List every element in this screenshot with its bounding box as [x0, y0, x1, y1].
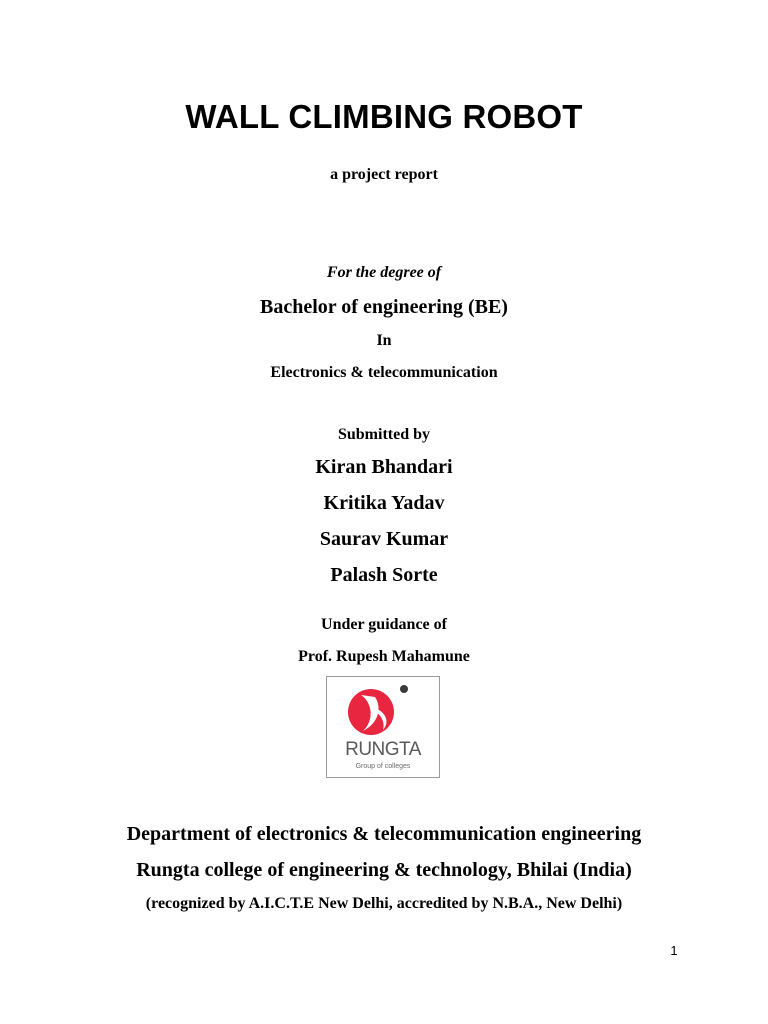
logo-tagline: Group of colleges — [355, 763, 411, 770]
college-logo — [326, 676, 440, 778]
in-label: In — [376, 332, 392, 349]
page-number: 1 — [670, 943, 678, 958]
college-name: Rungta college of engineering & technology, Bhilai (India) — [136, 859, 632, 881]
logo-wordmark: RUNGTA — [345, 739, 421, 760]
student-name: Kritika Yadav — [323, 492, 445, 514]
degree-label: For the degree of — [326, 264, 442, 281]
student-name: Saurav Kumar — [319, 528, 449, 550]
logo-emblem — [327, 677, 439, 777]
department-name: Department of electronics & telecommunication engineering — [126, 823, 642, 845]
student-name: Palash Sorte — [330, 564, 438, 586]
logo-dot — [400, 685, 408, 693]
degree-name: Bachelor of engineering (BE) — [260, 296, 508, 318]
submitted-by-label: Submitted by — [337, 426, 431, 443]
guidance-label: Under guidance of — [321, 616, 447, 633]
student-name: Kiran Bhandari — [315, 456, 453, 478]
report-subtitle: a project report — [330, 166, 438, 183]
report-title: WALL CLIMBING ROBOT — [185, 98, 583, 135]
branch-name: Electronics & telecommunication — [270, 364, 498, 381]
guide-name: Prof. Rupesh Mahamune — [298, 648, 470, 665]
recognition-note: (recognized by A.I.C.T.E New Delhi, accredited by N.B.A., New Delhi) — [145, 895, 623, 912]
